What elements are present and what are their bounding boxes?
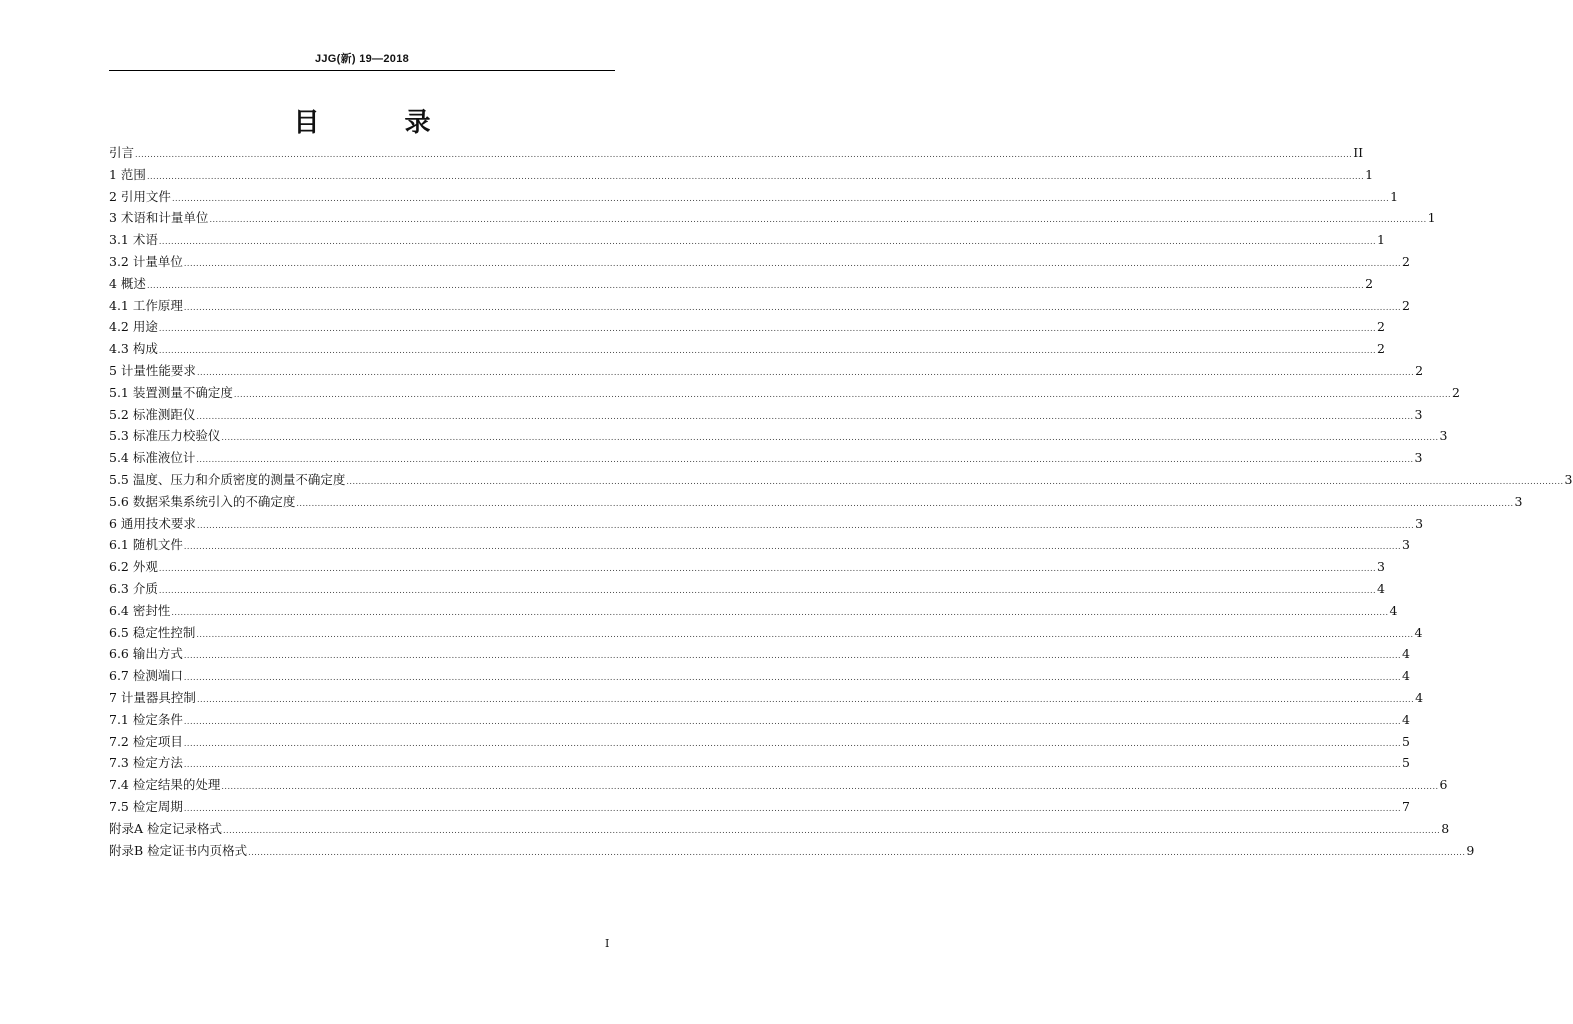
toc-entry-page: 3 bbox=[1439, 428, 1448, 444]
toc-leader-dots: ................................................................................................................................................................................................................................................................................................................................................................................................................ bbox=[146, 280, 1365, 290]
toc-entry-page: 3 bbox=[1414, 406, 1423, 422]
toc-entry-page: 2 bbox=[1402, 253, 1410, 269]
toc-entry-label: 7.2 检定项目 bbox=[109, 733, 183, 749]
toc-entry-label: 7.4 检定结果的处理 bbox=[109, 777, 221, 793]
toc-leader-dots: ................................................................................................................................................................................................................................................................................................................................................................................................................ bbox=[196, 411, 1414, 421]
toc-entry-label: 引言 bbox=[109, 145, 135, 160]
toc-leader-dots: ................................................................................................................................................................................................................................................................................................................................................................................................................ bbox=[209, 215, 1427, 225]
toc-entry-label: 4.3 构成 bbox=[109, 341, 158, 357]
toc-entry-page: 1 bbox=[1377, 232, 1385, 248]
toc-entry[interactable] bbox=[109, 797, 1410, 819]
toc-entry-label: 4 概述 bbox=[109, 275, 146, 291]
toc-leader-dots: ................................................................................................................................................................................................................................................................................................................................................................................................................ bbox=[171, 607, 1389, 617]
toc-entry[interactable] bbox=[109, 557, 1385, 579]
toc-entry-page: 8 bbox=[1441, 820, 1450, 836]
toc-leader-dots: ................................................................................................................................................................................................................................................................................................................................................................................................................ bbox=[196, 629, 1414, 639]
toc-entry-label: 5.6 数据采集系统引入的不确定度 bbox=[109, 493, 296, 509]
toc-entry-label: 5.5 温度、压力和介质密度的测量不确定度 bbox=[109, 471, 346, 487]
toc-leader-dots: ................................................................................................................................................................................................................................................................................................................................................................................................................ bbox=[158, 346, 1377, 356]
toc-entry-label: 附录B 检定证书内页格式 bbox=[109, 842, 248, 858]
toc-leader-dots: ................................................................................................................................................................................................................................................................................................................................................................................................................ bbox=[233, 389, 1452, 399]
toc-entry-label: 6.2 外观 bbox=[109, 559, 158, 575]
toc-leader-dots: ................................................................................................................................................................................................................................................................................................................................................................................................................ bbox=[183, 258, 1402, 268]
toc-entry[interactable] bbox=[109, 317, 1385, 339]
toc-entry[interactable] bbox=[109, 819, 1450, 841]
toc-entry-page: 3 bbox=[1564, 471, 1573, 487]
toc-leader-dots: ................................................................................................................................................................................................................................................................................................................................................................................................................ bbox=[158, 564, 1377, 574]
toc-entry[interactable] bbox=[109, 426, 1448, 448]
toc-entry-page: 7 bbox=[1402, 798, 1410, 814]
toc-entry-page: 2 bbox=[1377, 341, 1385, 357]
toc-entry-label: 5.1 装置测量不确定度 bbox=[109, 384, 233, 400]
toc-entry-label: 6 通用技术要求 bbox=[109, 515, 196, 531]
toc-entry-page: 2 bbox=[1452, 384, 1460, 400]
toc-leader-dots: ................................................................................................................................................................................................................................................................................................................................................................................................................ bbox=[183, 803, 1402, 813]
toc-entry-page: 4 bbox=[1415, 689, 1424, 705]
toc-entry[interactable] bbox=[109, 753, 1410, 775]
toc-leader-dots: ................................................................................................................................................................................................................................................................................................................................................................................................................ bbox=[171, 193, 1390, 203]
toc-entry-label: 6.6 输出方式 bbox=[109, 646, 183, 662]
toc-entry-page: 1 bbox=[1365, 166, 1374, 182]
toc-leader-dots: ................................................................................................................................................................................................................................................................................................................................................................................................................ bbox=[196, 694, 1415, 704]
toc-leader-dots: ................................................................................................................................................................................................................................................................................................................................................................................................................ bbox=[158, 237, 1377, 247]
toc-entry-page: 3 bbox=[1415, 515, 1424, 531]
toc-entry[interactable] bbox=[109, 187, 1399, 209]
toc-entry[interactable] bbox=[109, 296, 1410, 318]
toc-entry[interactable] bbox=[109, 143, 1364, 165]
toc-entry-page: 2 bbox=[1402, 297, 1410, 313]
toc-entry[interactable] bbox=[109, 165, 1374, 187]
toc-entry[interactable] bbox=[109, 405, 1423, 427]
toc-leader-dots: ................................................................................................................................................................................................................................................................................................................................................................................................................ bbox=[221, 433, 1439, 443]
toc-entry-page: 9 bbox=[1466, 842, 1475, 858]
toc-leader-dots: ................................................................................................................................................................................................................................................................................................................................................................................................................ bbox=[183, 651, 1402, 661]
toc-entry[interactable] bbox=[109, 252, 1410, 274]
document-header-code: JJG(新) 19—2018 bbox=[314, 53, 410, 65]
toc-entry-page: 2 bbox=[1415, 362, 1424, 378]
toc-entry-label: 6.1 随机文件 bbox=[109, 537, 183, 553]
toc-entry-page: 3 bbox=[1402, 537, 1410, 553]
toc-leader-dots: ................................................................................................................................................................................................................................................................................................................................................................................................................ bbox=[183, 738, 1402, 748]
toc-leader-dots: ................................................................................................................................................................................................................................................................................................................................................................................................................ bbox=[146, 171, 1365, 181]
toc-entry[interactable] bbox=[109, 274, 1374, 296]
toc-leader-dots: ................................................................................................................................................................................................................................................................................................................................................................................................................ bbox=[183, 716, 1402, 726]
toc-entry-label: 6.4 密封性 bbox=[109, 602, 171, 618]
toc-entry-page: 5 bbox=[1402, 755, 1410, 771]
toc-leader-dots: ................................................................................................................................................................................................................................................................................................................................................................................................................ bbox=[196, 367, 1415, 377]
toc-entry-page: 4 bbox=[1389, 602, 1398, 618]
toc-entry-page: 1 bbox=[1390, 188, 1399, 204]
toc-entry-label: 3 术语和计量单位 bbox=[109, 210, 209, 226]
toc-entry-page: 4 bbox=[1377, 580, 1385, 596]
toc-leader-dots: ................................................................................................................................................................................................................................................................................................................................................................................................................ bbox=[296, 498, 1514, 508]
toc-entry[interactable] bbox=[109, 470, 1573, 492]
toc-entry-label: 7.5 检定周期 bbox=[109, 798, 183, 814]
toc-entry-label: 3.1 术语 bbox=[109, 232, 158, 248]
toc-entry[interactable] bbox=[109, 361, 1424, 383]
toc-entry-label: 2 引用文件 bbox=[109, 188, 171, 204]
toc-entry[interactable] bbox=[109, 623, 1423, 645]
toc-leader-dots: ................................................................................................................................................................................................................................................................................................................................................................................................................ bbox=[183, 542, 1402, 552]
toc-entry-label: 7 计量器具控制 bbox=[109, 689, 196, 705]
toc-leader-dots: ................................................................................................................................................................................................................................................................................................................................................................................................................ bbox=[248, 847, 1466, 857]
toc-entry[interactable] bbox=[109, 644, 1410, 666]
toc-entry-label: 3.2 计量单位 bbox=[109, 253, 183, 269]
toc-entry-label: 附录A 检定记录格式 bbox=[109, 820, 223, 836]
toc-entry-page: 2 bbox=[1377, 319, 1385, 335]
toc-entry-label: 1 范围 bbox=[109, 166, 146, 182]
toc-entry-page: 3 bbox=[1514, 493, 1523, 509]
toc-entry-page: 1 bbox=[1427, 210, 1436, 226]
toc-entry[interactable] bbox=[109, 579, 1385, 601]
toc-entry[interactable] bbox=[109, 230, 1385, 252]
toc-entry-label: 6.5 稳定性控制 bbox=[109, 624, 196, 640]
toc-entry-page: 4 bbox=[1402, 711, 1410, 727]
toc-entry[interactable] bbox=[109, 601, 1398, 623]
toc-entry[interactable] bbox=[109, 492, 1523, 514]
toc-entry[interactable] bbox=[109, 732, 1410, 754]
toc-entry-label: 5 计量性能要求 bbox=[109, 362, 196, 378]
toc-entry-page: 3 bbox=[1377, 559, 1385, 575]
toc-leader-dots: ................................................................................................................................................................................................................................................................................................................................................................................................................ bbox=[183, 673, 1402, 683]
toc-entry[interactable] bbox=[109, 841, 1475, 863]
toc-entry-page: II bbox=[1353, 145, 1364, 160]
toc-leader-dots: ................................................................................................................................................................................................................................................................................................................................................................................................................ bbox=[135, 150, 1353, 159]
toc-entry-page: 6 bbox=[1439, 777, 1448, 793]
page-number: I bbox=[605, 937, 610, 950]
toc-entry[interactable] bbox=[109, 208, 1436, 230]
toc-leader-dots: ................................................................................................................................................................................................................................................................................................................................................................................................................ bbox=[196, 455, 1414, 465]
toc-entry[interactable] bbox=[109, 448, 1423, 470]
toc-entry-label: 5.2 标准测距仪 bbox=[109, 406, 196, 422]
toc-entry[interactable] bbox=[109, 514, 1424, 536]
toc-entry[interactable] bbox=[109, 688, 1424, 710]
toc-entry[interactable] bbox=[109, 710, 1410, 732]
toc-entry-label: 5.4 标准液位计 bbox=[109, 450, 196, 466]
toc-leader-dots: ................................................................................................................................................................................................................................................................................................................................................................................................................ bbox=[158, 585, 1377, 595]
toc-leader-dots: ................................................................................................................................................................................................................................................................................................................................................................................................................ bbox=[196, 520, 1415, 530]
toc-entry[interactable] bbox=[109, 383, 1460, 405]
toc-entry[interactable] bbox=[109, 339, 1385, 361]
toc-leader-dots: ................................................................................................................................................................................................................................................................................................................................................................................................................ bbox=[223, 825, 1441, 835]
toc-entry[interactable] bbox=[109, 535, 1410, 557]
toc-entry-label: 4.2 用途 bbox=[109, 319, 158, 335]
toc-entry-page: 2 bbox=[1365, 275, 1374, 291]
toc-entry-label: 6.7 检测端口 bbox=[109, 668, 183, 684]
toc-entry-label: 7.3 检定方法 bbox=[109, 755, 183, 771]
toc-entry-page: 4 bbox=[1402, 646, 1410, 662]
toc-entry-page: 4 bbox=[1402, 668, 1410, 684]
toc-title: 目 录 bbox=[293, 108, 469, 138]
toc-entry-page: 4 bbox=[1414, 624, 1423, 640]
table-of-contents bbox=[109, 143, 1573, 862]
toc-leader-dots: ................................................................................................................................................................................................................................................................................................................................................................................................................ bbox=[221, 782, 1439, 792]
toc-leader-dots: ................................................................................................................................................................................................................................................................................................................................................................................................................ bbox=[183, 302, 1402, 312]
toc-entry-page: 3 bbox=[1414, 450, 1423, 466]
toc-entry-label: 6.3 介质 bbox=[109, 580, 158, 596]
toc-entry-label: 7.1 检定条件 bbox=[109, 711, 183, 727]
toc-entry[interactable] bbox=[109, 666, 1410, 688]
toc-leader-dots: ................................................................................................................................................................................................................................................................................................................................................................................................................ bbox=[158, 324, 1377, 334]
toc-entry-page: 5 bbox=[1402, 733, 1410, 749]
toc-entry-label: 5.3 标准压力校验仪 bbox=[109, 428, 221, 444]
header-rule bbox=[109, 70, 615, 71]
toc-leader-dots: ................................................................................................................................................................................................................................................................................................................................................................................................................ bbox=[183, 760, 1402, 770]
toc-entry[interactable] bbox=[109, 775, 1448, 797]
toc-entry-label: 4.1 工作原理 bbox=[109, 297, 183, 313]
toc-leader-dots: ................................................................................................................................................................................................................................................................................................................................................................................................................ bbox=[346, 476, 1564, 486]
